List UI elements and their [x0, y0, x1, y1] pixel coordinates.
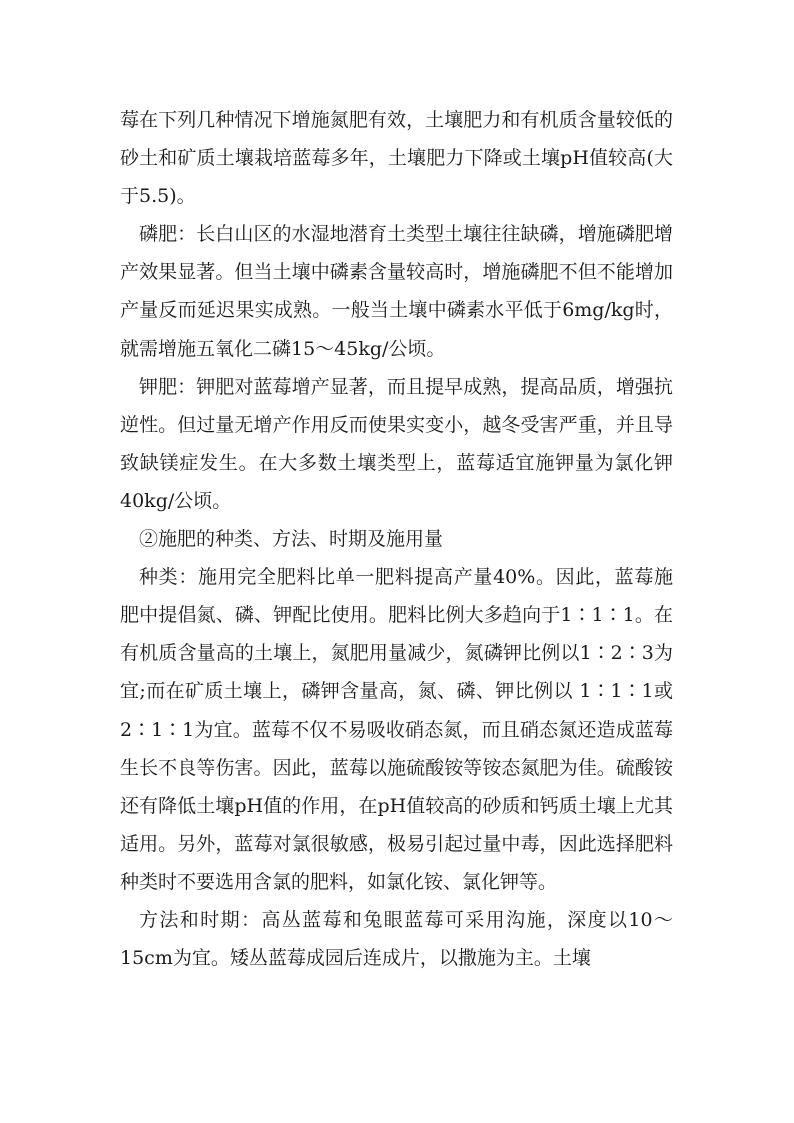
paragraph-potassium: 钾肥：钾肥对蓝莓增产显著，而且提早成熟，提高品质，增强抗逆性。但过量无增产作用反而使果实变小，越冬受害严重，并且导致缺镁症发生。在大多数土壤类型上，蓝莓适宜施钾量为氯化钾40kg/公顷。: [120, 375, 673, 512]
paragraph-phosphorus: 磷肥：长白山区的水湿地潜育土类型土壤往往缺磷，增施磷肥增产效果显著。但当土壤中磷素含量较高时，增施磷肥不但不能增加产量反而延迟果实成熟。一般当土壤中磷素水平低于6mg/kg时，就需增施五氧化二磷15～45kg/公顷。: [120, 223, 673, 360]
paragraph-fertilizer-types: 种类：施用完全肥料比单一肥料提高产量40%。因此，蓝莓施肥中提倡氮、磷、钾配比使用。肥料比例大多趋向于1∶1∶1。在有机质含量高的土壤上，氮肥用量减少，氮磷钾比例以1∶2∶3为宜;而在矿质土壤上，磷钾含量高，氮、磷、钾比例以 1∶1∶1或2∶1∶1为宜。蓝莓不仅不易吸收硝态氮，而且硝态氮还造成蓝莓生长不良等伤害。因此，蓝莓以施硫酸铵等铵态氮肥为佳。硫酸铵还有降低土壤pH值的作用，在pH值较高的砂质和钙质土壤上尤其适用。另外，蓝莓对氯很敏感，极易引起过量中毒，因此选择肥料种类时不要选用含氯的肥料，如氯化铵、氯化钾等。: [120, 566, 673, 893]
document-body: [120, 101, 673, 977]
paragraph-method-timing: 方法和时期：高丛蓝莓和兔眼蓝莓可采用沟施，深度以10～15cm为宜。矮丛蓝莓成园后连成片，以撒施为主。土壤: [120, 908, 673, 970]
section-heading-fertilization: ②施肥的种类、方法、时期及施用量: [139, 528, 444, 551]
paragraph-nitrogen-continued: 莓在下列几种情况下增施氮肥有效，土壤肥力和有机质含量较低的砂土和矿质土壤栽培蓝莓多年，土壤肥力下降或土壤pH值较高(大于5.5)。: [120, 109, 673, 208]
